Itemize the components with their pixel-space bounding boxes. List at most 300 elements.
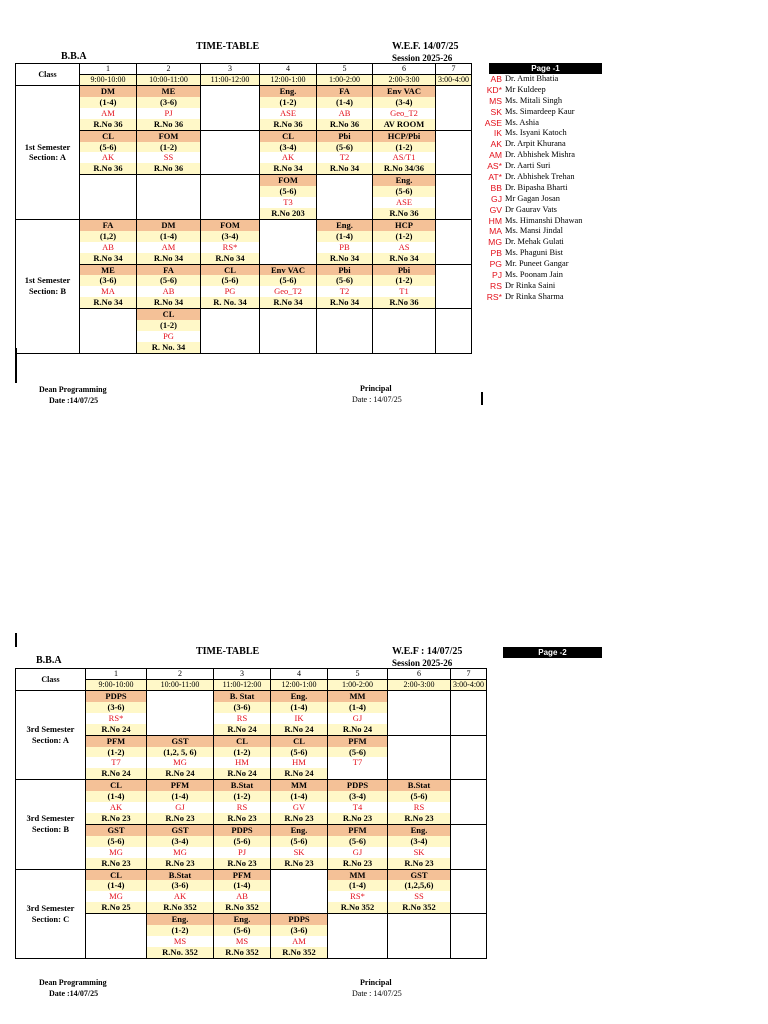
teacher-abbr: MA bbox=[489, 226, 502, 237]
teacher-abbr: RS* bbox=[486, 291, 502, 302]
teacher-name: Dr. Abhishek Trehan bbox=[505, 172, 575, 182]
dean-signature-title: Dean Programming bbox=[39, 385, 107, 394]
room-cell: R.No 352 bbox=[328, 902, 388, 913]
group-cell: (1-2) bbox=[147, 925, 214, 936]
empty-cell bbox=[201, 142, 260, 153]
period-number: 3 bbox=[201, 64, 260, 75]
teacher-abbr: KD* bbox=[486, 84, 502, 95]
group-cell: (5-6) bbox=[214, 836, 271, 847]
group-cell: (5-6) bbox=[328, 836, 388, 847]
group-cell: (1,2, 5, 6) bbox=[147, 747, 214, 758]
teacher-abbr: SK bbox=[490, 106, 502, 117]
group-cell: (5-6) bbox=[388, 791, 451, 802]
group-cell: (3-6) bbox=[147, 880, 214, 891]
room-cell: R.No 36 bbox=[373, 297, 436, 308]
group-cell: (1-4) bbox=[86, 791, 147, 802]
teacher-name: Dr. Aarti Suri bbox=[505, 161, 551, 171]
group-cell: (5-6) bbox=[214, 925, 271, 936]
group-cell: (1-4) bbox=[80, 97, 137, 108]
legend-row bbox=[484, 270, 609, 281]
teacher-name: Ms. Simardeep Kaur bbox=[505, 106, 575, 116]
subject-cell: CL bbox=[137, 309, 201, 320]
group-cell: (1-4) bbox=[214, 880, 271, 891]
subject-cell: Eng. bbox=[373, 175, 436, 186]
room-cell: R.No 23 bbox=[214, 813, 271, 824]
empty-cell bbox=[436, 242, 472, 253]
empty-cell bbox=[201, 186, 260, 197]
empty-cell bbox=[436, 108, 472, 119]
empty-cell bbox=[451, 768, 487, 779]
legend-row bbox=[484, 183, 609, 194]
room-cell: R.No 352 bbox=[214, 947, 271, 958]
group-cell: (3-6) bbox=[271, 925, 328, 936]
group-cell: (1-2) bbox=[214, 791, 271, 802]
group-cell: (1-2) bbox=[86, 747, 147, 758]
group-cell: (5-6) bbox=[86, 836, 147, 847]
teacher-cell: AM bbox=[137, 242, 201, 253]
teacher-cell: GJ bbox=[328, 713, 388, 724]
empty-cell bbox=[80, 320, 137, 331]
empty-cell bbox=[451, 925, 487, 936]
teacher-cell: GJ bbox=[328, 847, 388, 858]
teacher-cell: GV bbox=[271, 802, 328, 813]
empty-cell bbox=[388, 702, 451, 713]
group-cell: (1-4) bbox=[328, 702, 388, 713]
empty-cell bbox=[373, 342, 436, 353]
empty-cell bbox=[328, 914, 388, 925]
empty-cell bbox=[451, 902, 487, 913]
teacher-abbr: HM bbox=[488, 215, 502, 226]
legend-row bbox=[484, 237, 609, 248]
room-cell: R.No 34 bbox=[137, 297, 201, 308]
margin-mark bbox=[481, 392, 483, 405]
empty-cell bbox=[436, 142, 472, 153]
empty-cell bbox=[436, 175, 472, 186]
teacher-cell: T3 bbox=[260, 197, 317, 208]
teacher-cell: AK bbox=[86, 802, 147, 813]
empty-cell bbox=[80, 208, 137, 219]
section-label bbox=[16, 86, 80, 220]
empty-cell bbox=[451, 858, 487, 869]
empty-cell bbox=[436, 253, 472, 264]
teacher-cell: PG bbox=[137, 331, 201, 342]
teacher-cell: AB bbox=[214, 891, 271, 902]
group-cell: (5-6) bbox=[317, 142, 373, 153]
empty-cell bbox=[201, 197, 260, 208]
empty-cell bbox=[317, 186, 373, 197]
teacher-abbr: ASE bbox=[484, 117, 502, 128]
legend-row bbox=[484, 150, 609, 161]
org-name: B.B.A bbox=[61, 51, 87, 62]
room-cell: R.No 24 bbox=[86, 724, 147, 735]
section-label bbox=[16, 219, 80, 353]
period-number: 4 bbox=[260, 64, 317, 75]
group-cell: (3-6) bbox=[214, 702, 271, 713]
empty-cell bbox=[147, 713, 214, 724]
empty-cell bbox=[317, 331, 373, 342]
empty-cell bbox=[436, 342, 472, 353]
subject-cell: Pbi bbox=[317, 264, 373, 275]
principal-signature-date: Date : 14/07/25 bbox=[352, 989, 402, 998]
period-number: 3 bbox=[214, 669, 271, 680]
group-cell: (5-6) bbox=[271, 747, 328, 758]
subject-cell: CL bbox=[271, 735, 328, 746]
empty-cell bbox=[451, 691, 487, 702]
subject-cell: HCP/Pbi bbox=[373, 130, 436, 141]
teacher-cell: MS bbox=[214, 936, 271, 947]
empty-cell bbox=[86, 936, 147, 947]
room-cell: R.No 34 bbox=[317, 163, 373, 174]
empty-cell bbox=[451, 780, 487, 791]
legend-row bbox=[484, 85, 609, 96]
subject-cell: ME bbox=[80, 264, 137, 275]
room-cell: R.No 23 bbox=[388, 813, 451, 824]
timetable-page1 bbox=[15, 63, 472, 354]
group-cell: (1-4) bbox=[271, 791, 328, 802]
empty-cell bbox=[260, 253, 317, 264]
empty-cell bbox=[451, 880, 487, 891]
session: Session 2025-26 bbox=[392, 53, 453, 63]
empty-cell bbox=[451, 869, 487, 880]
wef-date: W.E.F : 14/07/25 bbox=[392, 646, 463, 657]
teacher-abbr: BB bbox=[490, 182, 502, 193]
empty-cell bbox=[388, 768, 451, 779]
group-cell: (1-2) bbox=[373, 275, 436, 286]
empty-cell bbox=[451, 847, 487, 858]
empty-cell bbox=[317, 320, 373, 331]
empty-cell bbox=[451, 724, 487, 735]
room-cell: R.No 24 bbox=[271, 768, 328, 779]
teacher-name: Mr Gagan Josan bbox=[505, 193, 560, 203]
teacher-abbr: AK bbox=[490, 139, 502, 150]
empty-cell bbox=[80, 186, 137, 197]
empty-cell bbox=[436, 297, 472, 308]
empty-cell bbox=[451, 936, 487, 947]
empty-cell bbox=[80, 197, 137, 208]
room-cell: R.No 34 bbox=[137, 253, 201, 264]
group-cell: (1-4) bbox=[328, 880, 388, 891]
teacher-name: Mr Kuldeep bbox=[505, 84, 546, 94]
empty-cell bbox=[86, 925, 147, 936]
empty-cell bbox=[451, 836, 487, 847]
teacher-name: Dr Rinka Saini bbox=[505, 280, 556, 290]
teacher-abbr: GV bbox=[489, 204, 502, 215]
teacher-cell: AS/T1 bbox=[373, 152, 436, 163]
section-name: Section: A bbox=[28, 152, 67, 163]
period-number: 4 bbox=[271, 669, 328, 680]
empty-cell bbox=[388, 713, 451, 724]
org-name: B.B.A bbox=[36, 655, 62, 666]
empty-cell bbox=[260, 219, 317, 230]
room-cell: R.No 34 bbox=[201, 253, 260, 264]
subject-cell: B.Stat bbox=[147, 869, 214, 880]
empty-cell bbox=[80, 331, 137, 342]
empty-cell bbox=[436, 197, 472, 208]
teacher-cell: RS* bbox=[86, 713, 147, 724]
teacher-cell: GJ bbox=[147, 802, 214, 813]
group-cell: (1-4) bbox=[317, 97, 373, 108]
principal-signature-title: Principal bbox=[360, 384, 392, 393]
room-cell: R.No 203 bbox=[260, 208, 317, 219]
dean-signature-date: Date :14/07/25 bbox=[49, 396, 99, 405]
empty-cell bbox=[451, 713, 487, 724]
teacher-cell: Geo_T2 bbox=[373, 108, 436, 119]
margin-mark bbox=[15, 348, 17, 383]
semester-name: 1st Semester bbox=[24, 275, 71, 286]
empty-cell bbox=[147, 691, 214, 702]
group-cell: (1-4) bbox=[271, 702, 328, 713]
class-header: Class bbox=[16, 64, 80, 86]
class-header: Class bbox=[16, 669, 86, 691]
subject-cell: CL bbox=[86, 869, 147, 880]
group-cell: (5-6) bbox=[260, 275, 317, 286]
room-cell: R.No 34 bbox=[317, 297, 373, 308]
empty-cell bbox=[137, 186, 201, 197]
empty-cell bbox=[436, 264, 472, 275]
room-cell: R.No 36 bbox=[80, 163, 137, 174]
empty-cell bbox=[201, 163, 260, 174]
empty-cell bbox=[201, 175, 260, 186]
period-time: 12:00-1:00 bbox=[271, 680, 328, 691]
room-cell: R.No 24 bbox=[214, 724, 271, 735]
empty-cell bbox=[451, 757, 487, 768]
group-cell: (3-4) bbox=[260, 142, 317, 153]
subject-cell: GST bbox=[147, 824, 214, 835]
teacher-cell: T7 bbox=[86, 757, 147, 768]
room-cell: R.No 34 bbox=[260, 163, 317, 174]
dean-signature-title: Dean Programming bbox=[39, 978, 107, 987]
teacher-cell: MG bbox=[86, 891, 147, 902]
room-cell: R.No 23 bbox=[388, 858, 451, 869]
teacher-cell: AK bbox=[260, 152, 317, 163]
room-cell: R.No 24 bbox=[147, 768, 214, 779]
room-cell: R.No 23 bbox=[328, 858, 388, 869]
period-time: 11:00-12:00 bbox=[214, 680, 271, 691]
empty-cell bbox=[436, 86, 472, 97]
period-number: 1 bbox=[86, 669, 147, 680]
empty-cell bbox=[388, 914, 451, 925]
subject-cell: FA bbox=[80, 219, 137, 230]
group-cell: (5-6) bbox=[80, 142, 137, 153]
teacher-cell: T2 bbox=[317, 286, 373, 297]
empty-cell bbox=[436, 97, 472, 108]
empty-cell bbox=[436, 119, 472, 130]
empty-cell bbox=[260, 320, 317, 331]
period-time: 3:00-4:00 bbox=[436, 75, 472, 86]
teacher-cell: SS bbox=[137, 152, 201, 163]
teacher-cell: ASE bbox=[373, 197, 436, 208]
empty-cell bbox=[436, 186, 472, 197]
teacher-name: Dr. Bipasha Bharti bbox=[505, 182, 568, 192]
room-cell: R.No 36 bbox=[137, 163, 201, 174]
teacher-abbr: PJ bbox=[491, 270, 502, 281]
empty-cell bbox=[451, 813, 487, 824]
empty-cell bbox=[260, 242, 317, 253]
teacher-cell: T4 bbox=[328, 802, 388, 813]
semester-name: 3rd Semester bbox=[26, 724, 75, 735]
subject-cell: FOM bbox=[260, 175, 317, 186]
group-cell: (1-2) bbox=[373, 142, 436, 153]
period-number: 1 bbox=[80, 64, 137, 75]
group-cell: (3-6) bbox=[137, 97, 201, 108]
empty-cell bbox=[260, 331, 317, 342]
teacher-cell: RS* bbox=[201, 242, 260, 253]
subject-cell: Eng. bbox=[147, 914, 214, 925]
subject-cell: Eng. bbox=[317, 219, 373, 230]
page-label: Page -2 bbox=[503, 647, 602, 658]
period-time: 10:00-11:00 bbox=[137, 75, 201, 86]
subject-cell: PFM bbox=[328, 824, 388, 835]
empty-cell bbox=[451, 702, 487, 713]
subject-cell: PFM bbox=[86, 735, 147, 746]
room-cell: R.No 34 bbox=[373, 253, 436, 264]
subject-cell: CL bbox=[80, 130, 137, 141]
empty-cell bbox=[201, 86, 260, 97]
room-cell: R.No 34 bbox=[80, 297, 137, 308]
group-cell: (3-4) bbox=[373, 97, 436, 108]
legend-row bbox=[484, 216, 609, 227]
subject-cell: FA bbox=[317, 86, 373, 97]
empty-cell bbox=[436, 331, 472, 342]
subject-cell: B.Stat bbox=[388, 780, 451, 791]
subject-cell: GST bbox=[388, 869, 451, 880]
session: Session 2025-26 bbox=[392, 658, 453, 668]
empty-cell bbox=[436, 219, 472, 230]
subject-cell: FOM bbox=[137, 130, 201, 141]
legend-row bbox=[484, 226, 609, 237]
teacher-abbr: MG bbox=[488, 237, 502, 248]
subject-cell: B.Stat bbox=[214, 780, 271, 791]
empty-cell bbox=[451, 791, 487, 802]
room-cell: R.No 34 bbox=[80, 253, 137, 264]
empty-cell bbox=[436, 286, 472, 297]
room-cell: R.No 23 bbox=[86, 813, 147, 824]
principal-signature-title: Principal bbox=[360, 978, 392, 987]
group-cell: (5-6) bbox=[373, 186, 436, 197]
teacher-cell: MG bbox=[147, 757, 214, 768]
empty-cell bbox=[317, 309, 373, 320]
subject-cell: HCP bbox=[373, 219, 436, 230]
group-cell: (1-2) bbox=[137, 142, 201, 153]
room-cell: R.No 23 bbox=[271, 858, 328, 869]
teacher-abbr: PG bbox=[489, 259, 502, 270]
group-cell: (1,2) bbox=[80, 231, 137, 242]
empty-cell bbox=[388, 724, 451, 735]
teacher-abbr: AT* bbox=[488, 172, 502, 183]
teacher-cell: Geo_T2 bbox=[260, 286, 317, 297]
subject-cell: Eng. bbox=[388, 824, 451, 835]
empty-cell bbox=[388, 936, 451, 947]
subject-cell: B. Stat bbox=[214, 691, 271, 702]
legend-row bbox=[484, 172, 609, 183]
wef-date: W.E.F. 14/07/25 bbox=[392, 41, 459, 52]
empty-cell bbox=[451, 947, 487, 958]
subject-cell: PDPS bbox=[86, 691, 147, 702]
room-cell: R.No. 352 bbox=[147, 947, 214, 958]
room-cell: R. No. 34 bbox=[201, 297, 260, 308]
legend-row bbox=[484, 281, 609, 292]
teacher-cell: MS bbox=[147, 936, 214, 947]
group-cell: (5-6) bbox=[260, 186, 317, 197]
room-cell: R.No 352 bbox=[214, 902, 271, 913]
group-cell: (3-6) bbox=[80, 275, 137, 286]
empty-cell bbox=[80, 342, 137, 353]
subject-cell: Pbi bbox=[317, 130, 373, 141]
room-cell: R.No 23 bbox=[147, 813, 214, 824]
subject-cell: GST bbox=[86, 824, 147, 835]
subject-cell: Eng. bbox=[214, 914, 271, 925]
room-cell: R.No 23 bbox=[147, 858, 214, 869]
teacher-cell: RS bbox=[214, 802, 271, 813]
period-time: 11:00-12:00 bbox=[201, 75, 260, 86]
empty-cell bbox=[388, 947, 451, 958]
subject-cell: Env VAC bbox=[373, 86, 436, 97]
empty-cell bbox=[86, 947, 147, 958]
empty-cell bbox=[201, 130, 260, 141]
subject-cell: PDPS bbox=[214, 824, 271, 835]
empty-cell bbox=[388, 925, 451, 936]
subject-cell: CL bbox=[86, 780, 147, 791]
empty-cell bbox=[388, 757, 451, 768]
room-cell: R.No 24 bbox=[271, 724, 328, 735]
group-cell: (1-4) bbox=[86, 880, 147, 891]
teacher-cell: AS bbox=[373, 242, 436, 253]
teacher-cell: ASE bbox=[260, 108, 317, 119]
margin-mark bbox=[15, 633, 17, 647]
empty-cell bbox=[201, 309, 260, 320]
subject-cell: PFM bbox=[147, 780, 214, 791]
group-cell: (1-4) bbox=[137, 231, 201, 242]
legend-row bbox=[484, 128, 609, 139]
empty-cell bbox=[201, 97, 260, 108]
teacher-name: Dr. Amit Bhatia bbox=[505, 74, 559, 83]
teacher-cell: AB bbox=[317, 108, 373, 119]
legend-row bbox=[484, 292, 609, 303]
principal-signature-date: Date : 14/07/25 bbox=[352, 395, 402, 404]
empty-cell bbox=[137, 197, 201, 208]
teacher-cell: IK bbox=[271, 713, 328, 724]
empty-cell bbox=[271, 880, 328, 891]
page-label: Page -1 bbox=[489, 63, 602, 74]
period-time: 9:00-10:00 bbox=[86, 680, 147, 691]
group-cell: (5-6) bbox=[317, 275, 373, 286]
empty-cell bbox=[328, 947, 388, 958]
room-cell: R.No 36 bbox=[80, 119, 137, 130]
group-cell: (1-4) bbox=[147, 791, 214, 802]
legend-row bbox=[484, 74, 609, 85]
group-cell: (3-4) bbox=[328, 791, 388, 802]
subject-cell: PDPS bbox=[328, 780, 388, 791]
empty-cell bbox=[271, 891, 328, 902]
period-number: 2 bbox=[147, 669, 214, 680]
group-cell: (1,2,5,6) bbox=[388, 880, 451, 891]
room-cell: R. No. 34 bbox=[137, 342, 201, 353]
teacher-cell: RS bbox=[214, 713, 271, 724]
teacher-name: Dr Gaurav Vats bbox=[505, 204, 557, 214]
empty-cell bbox=[147, 702, 214, 713]
group-cell: (3-4) bbox=[201, 231, 260, 242]
period-number: 7 bbox=[436, 64, 472, 75]
group-cell: (3-4) bbox=[147, 836, 214, 847]
period-time: 12:00-1:00 bbox=[260, 75, 317, 86]
subject-cell: Eng. bbox=[271, 824, 328, 835]
room-cell: R.No 23 bbox=[328, 813, 388, 824]
subject-cell: FA bbox=[137, 264, 201, 275]
group-cell: (1-2) bbox=[214, 747, 271, 758]
empty-cell bbox=[201, 108, 260, 119]
teacher-cell: HM bbox=[214, 757, 271, 768]
teacher-name: Mr. Puneet Gangar bbox=[505, 259, 569, 269]
